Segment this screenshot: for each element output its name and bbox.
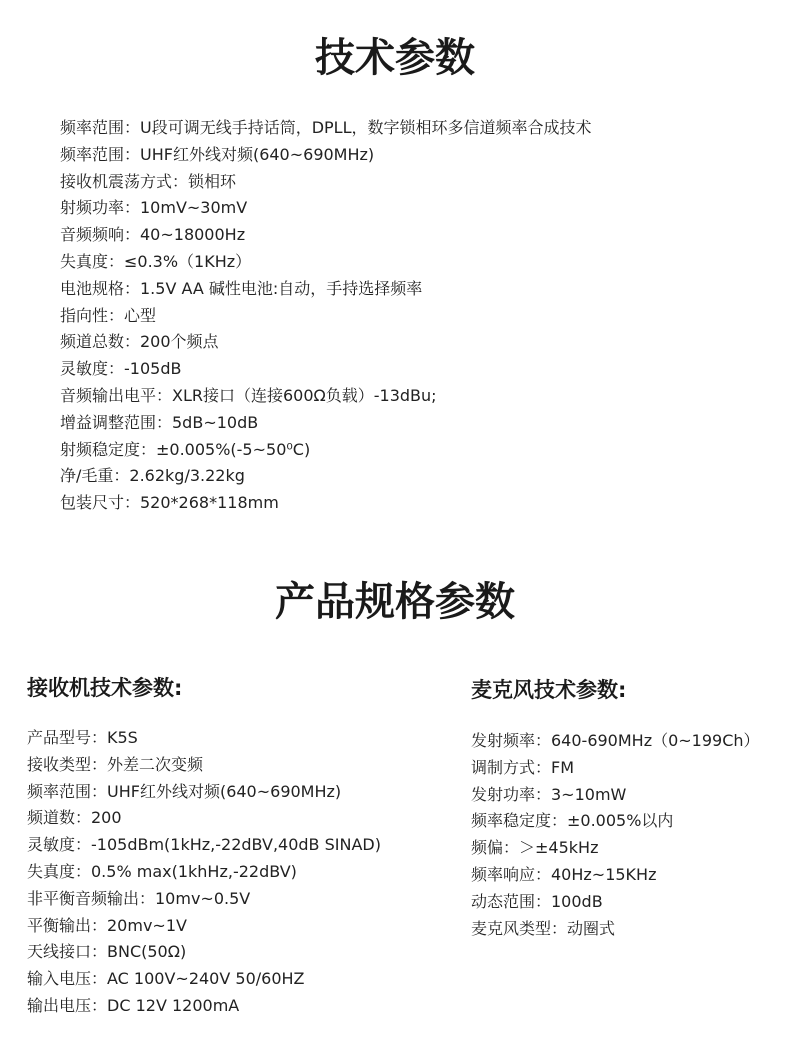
spec-item: 包装尺寸：520*268*118mm bbox=[60, 493, 279, 513]
spec-item: 射频功率：10mV~30mV bbox=[60, 198, 248, 218]
spec-item: 失真度：0.5% max(1khHz,-22dBV) bbox=[27, 861, 297, 881]
spec-item: 频率范围：UHF红外线对频(640~690MHz) bbox=[60, 144, 375, 164]
technical-params-title: 技术参数 bbox=[315, 35, 475, 81]
microphone-specs-heading: 麦克风技术参数: bbox=[471, 678, 627, 702]
spec-item: 灵敏度：-105dB bbox=[60, 359, 182, 379]
spec-item: 接收类型：外差二次变频 bbox=[27, 754, 204, 774]
spec-item: 灵敏度：-105dBm(1kHz,-22dBV,40dB SINAD) bbox=[27, 835, 381, 855]
spec-item: 非平衡音频输出：10mv~0.5V bbox=[27, 888, 251, 908]
spec-item: 发射功率：3~10mW bbox=[471, 784, 627, 804]
spec-item: 发射频率：640-690MHz（0~199Ch） bbox=[471, 731, 760, 750]
spec-item: 调制方式：FM bbox=[471, 757, 575, 777]
spec-item: 输出电压：DC 12V 1200mA bbox=[27, 995, 240, 1015]
spec-item: 输入电压：AC 100V~240V 50/60HZ bbox=[27, 969, 305, 989]
spec-item: 音频频响：40~18000Hz bbox=[60, 225, 246, 245]
spec-item: 音频输出电平：XLR接口（连接600Ω负载）-13dBu; bbox=[60, 385, 437, 405]
spec-item: 麦克风类型：动圈式 bbox=[471, 918, 616, 938]
receiver-spec-list bbox=[27, 725, 381, 1020]
spec-item: 频率范围：UHF红外线对频(640~690MHz) bbox=[27, 781, 342, 801]
spec-item: 产品型号：K5S bbox=[27, 728, 138, 747]
spec-item: 天线接口：BNC(50Ω) bbox=[27, 942, 187, 962]
spec-item: 频率响应：40Hz~15KHz bbox=[471, 864, 657, 884]
spec-item: 净/毛重：2.62kg/3.22kg bbox=[60, 466, 245, 486]
spec-item: 动态范围：100dB bbox=[471, 891, 603, 911]
spec-item: 射频稳定度：±0.005%(-5~50⁰C) bbox=[60, 439, 311, 459]
product-specs-title: 产品规格参数 bbox=[275, 579, 515, 625]
spec-item: 指向性：心型 bbox=[60, 305, 157, 325]
spec-item: 失真度：≤0.3%（1KHz） bbox=[60, 251, 252, 271]
spec-item: 接收机震荡方式：锁相环 bbox=[60, 171, 237, 191]
spec-item: 电池规格：1.5V AA 碱性电池:自动，手持选择频率 bbox=[60, 278, 423, 298]
spec-item: 频道数：200 bbox=[27, 808, 122, 828]
spec-item: 频率范围：U段可调无线手持话筒，DPLL，数字锁相环多信道频率合成技术 bbox=[60, 118, 592, 137]
spec-item: 频偏：＞±45kHz bbox=[471, 838, 599, 858]
receiver-specs-heading: 接收机技术参数: bbox=[27, 676, 183, 700]
spec-item: 频率稳定度：±0.005%以内 bbox=[471, 811, 674, 831]
microphone-spec-list bbox=[471, 728, 760, 942]
technical-spec-list bbox=[60, 115, 592, 517]
spec-item: 增益调整范围：5dB~10dB bbox=[60, 412, 259, 432]
spec-item: 平衡输出：20mv~1V bbox=[27, 915, 187, 935]
spec-item: 频道总数：200个频点 bbox=[60, 332, 219, 352]
